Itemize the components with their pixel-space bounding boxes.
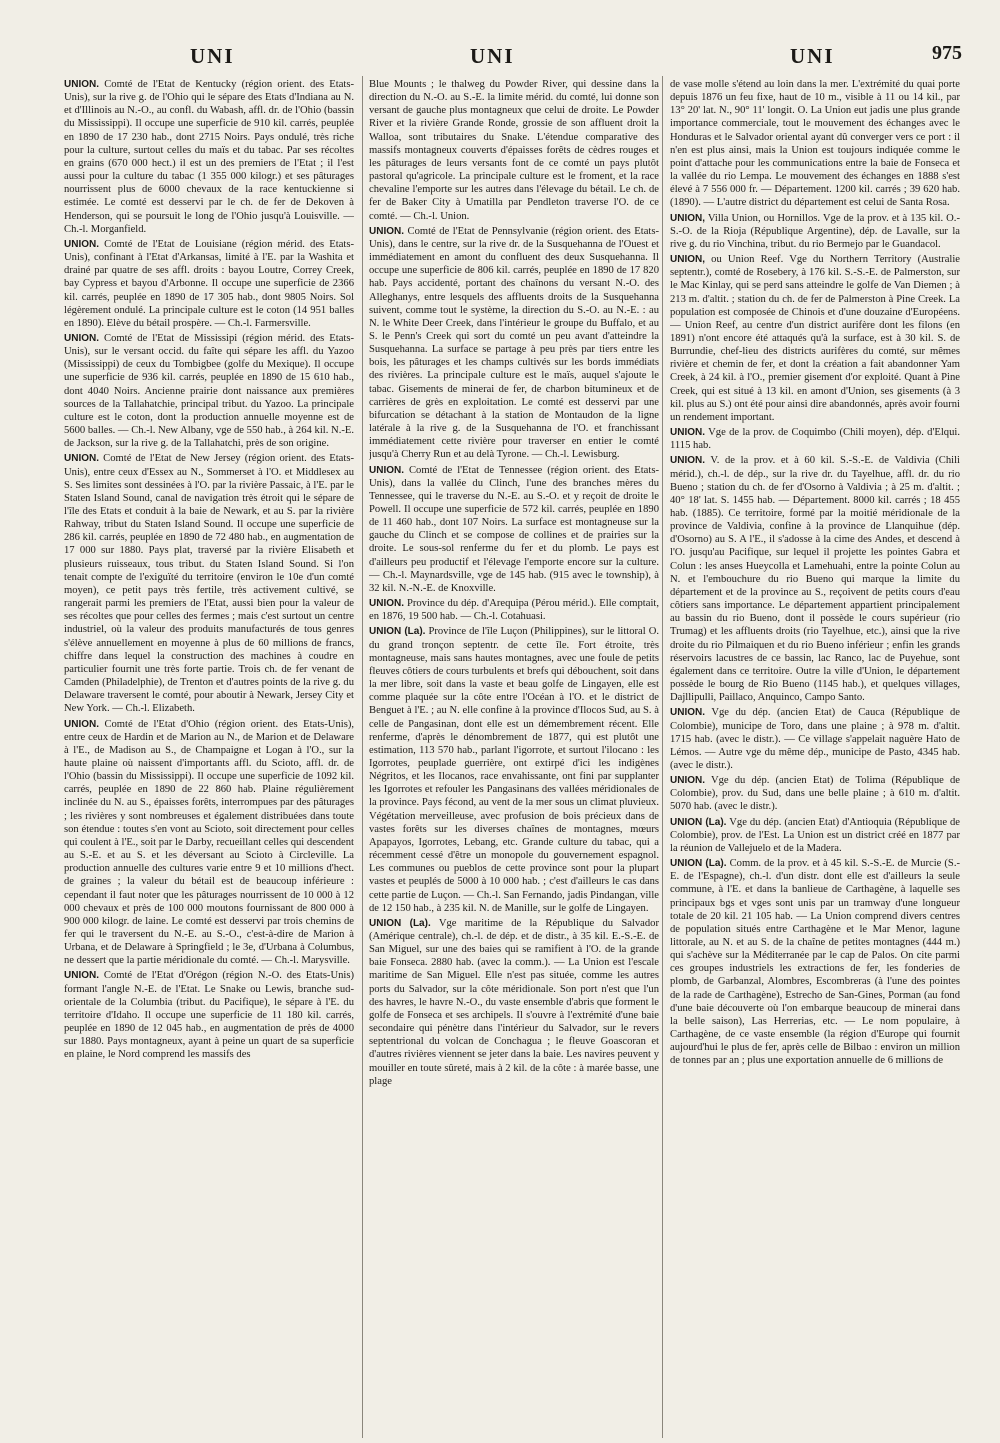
- dictionary-entry: [64, 718, 354, 968]
- text-column-3: [670, 78, 960, 1433]
- entry-headword: UNION.: [64, 238, 99, 250]
- dictionary-entry: [369, 625, 659, 914]
- entry-text: Villa Union, ou Hornillos. Vge de la prov. et à 135 kil. O.-S.-O. de la Rioja (République Argentine), dép. de Lavalle, sur la rive g. du rio Vinchina, tribut. du rio Bermejo par le Guandacol.: [670, 212, 960, 250]
- entry-headword: UNION (La).: [369, 917, 431, 929]
- entry-text: Comté de l'Etat de Louisiane (région mérid. des Etats-Unis), confinant à l'Etat d'Arkansas, limité à l'E. par la Washita et drainé par quatre de ses affl. droits : bayou Loutre, Correy Creek, bay Cypress et bayou d'Arbonne. Il occupe une superficie de 2366 kil. carrés, peuplée en 1890 de 17 305 hab., dont 9805 Noirs. Sol légèrement ondulé. La principale culture est le coton (14 951 balles en 1890). Elève du bétail prospère. — Ch.-l. Farmersville.: [64, 238, 354, 329]
- entry-continuation: Blue Mounts ; le thalweg du Powder River, qui dessine dans la direction du N.-O. au S.-E. la limite mérid. du comté, lui donne son versant de gauche plus montagneux que celui de droite. Le Powder River et la rivière Grande Ronde, grossie de son affluent droit la Walloa, sont tributaires du Snake. L'étendue comparative des massifs montagneux couverts d'épaisses forêts de cèdres rouges et les pâturages de leurs versants font de ce comté un pays plutôt pastoral qu'agricole. La principale culture est le froment, et la race chevaline l'emporte sur les autres dans l'élevage du bétail. Le ch. de fer de Baker City à Umatilla par Pendleton traverse l'O. de ce comté. — Ch.-l. Union.: [369, 79, 659, 222]
- entry-headword: UNION (La).: [670, 858, 727, 870]
- entry-headword: UNION.: [670, 707, 705, 719]
- dictionary-entry: [369, 917, 659, 1088]
- dictionary-entry: [64, 969, 354, 1061]
- entry-text: Comté de l'Etat d'Ohio (région orient. des Etats-Unis), entre ceux de Hardin et de Marion au N., de Marion et de Delaware à l'E., de Madison au S., de Champaigne et Logan à l'O., sur la haute plaine où naissent d'importants affl. du Scioto, affl. dr. de l'Ohio (bassin du Mississippi). Il occupe une superficie de 1092 kil. carrés, peuplée en 1890 de 22 860 hab. Plaine régulièrement inclinée du N. au S., épaisses forêts, interrompues par des pâturages ; les rivières y sont nombreuses et également distribuées dans toute son étendue : toutes s'en vont au Scioto, soit directement pour celles qui coulent à l'E., soit par le Darby, recueillant celles qui descendent au S.-E. et au S. et les déversant au Scioto à Circleville. La production annuelle des cultures varie entre 9 et 10 millions d'hect. de graines ; la valeur du bétail est de beaucoup inférieure : cependant il faut noter que les pâturages nourrissent de 10 000 à 12 000 chevaux et près de 100 000 moutons fournissant de 800 000 à 900 000 kilogr. de laine. Le comté est desservi par trois chemins de fer qui le traversent du N.-E. au S.-O., c'est-à-dire de Marion à Urbana, et de Delaware à Springfield ; le 3e, d'Urbana à Columbus, ne dessert que la partie méridionale du comté. — Ch.-l. Marysville.: [64, 718, 354, 967]
- text-column-1: [64, 78, 354, 1433]
- entry-headword: UNION.: [64, 332, 99, 344]
- dictionary-entry: [369, 464, 659, 596]
- text-column-2: [369, 78, 659, 1433]
- entry-headword: UNION.: [670, 427, 705, 439]
- running-head-right: UNI: [790, 44, 835, 68]
- entry-headword: UNION.: [64, 453, 99, 465]
- dictionary-entry: [369, 225, 659, 462]
- entry-text: Vge du dép. (ancien Etat) d'Antioquia (République de Colombie), prov. de l'Est. La Union est un district créé en 1877 par la réunion de Vallejuelo et de la Madera.: [670, 816, 960, 854]
- entry-headword: UNION,: [670, 212, 705, 224]
- entry-headword: UNION,: [670, 254, 705, 266]
- entry-text: V. de la prov. et à 60 kil. S.-S.-E. de Valdivia (Chili mérid.), ch.-l. de dép., sur la rive dr. du Tayelhue, affl. dr. du rio Bueno ; station du ch. de fer d'Osorno à Valdivia ; à 25 m. d'altit. ; 40° 18' lat. S. 1455 hab. — Département. 8000 kil. carrés ; 18 455 hab. (1885). Ce territoire, formé par la moitié méridionale de la province de Valdivia, confine à la province de Llanquihue (dép. d'Osorno) au S. A l'E., il s'adosse à la cime des Andes, et descend à l'O. jusqu'au Pacifique, sur lequel il projette les pointes Gabra et Colun : les anses Hueycolla et Lamehuahi, entre la pointe Colun au N. et l'embouchure du rio Bueno qui marque la limite du département et de la province au S., reçoivent de petits cours d'eau côtiers sans importance. Le département appartient principalement au bassin du rio Bueno, dont il possède le cours supérieur (rio Trumag) et les affluents droits (rio Tayelhue, etc.), ainsi que la rive droite du rio Pilmaiquen et du rio Bueno inférieur ; enfin les grands réservoirs lacustres de ce bassin, lac Ranco, lac de Puyehue, sont également dans ce territoire. Outre la ville d'Union, le département possède le bourg de Rio Bueno (1145 hab.), et quelques villages, Dajllipulli, Paillaco, Anquinco, Campo Santo.: [670, 455, 960, 704]
- page-number: 975: [932, 42, 962, 64]
- entry-text: Comté de l'Etat de Mississipi (région mérid. des Etats-Unis), sur le versant occid. du faîte qui sépare les affl. du Yazoo (Mississippi) de ceux du Tombigbee (golfe du Mexique). Il occupe une superficie de 936 kil. carrés, peuplée en 1890 de 15 610 hab., dont 4040 Noirs. Ancienne prairie dont naissance aux premières sources de la Tallahatchie, principal tribut. du Yazoo. La principale culture est le coton, dont la production annuelle moyenne est de 5600 balles. — Ch.-l. New Albany, vge de 550 hab., à 264 kil. N.-E. de Jackson, sur la rive g. de la Tallahatchi, près de son origine.: [64, 332, 354, 450]
- entry-text: Vge maritime de la République du Salvador (Amérique centrale), ch.-l. de dép. et de distr., à 35 kil. E.-S.-E. de San Miguel, sur une des baies qui se ramifient à l'O. de la grande baie Fonseca. 2880 hab. (avec la comm.). — La Union est l'escale maritime de San Miguel. Elle n'est pas située, comme les autres ports du Salvador, sur la côte méridionale. Son port n'est que l'un des havres, le havre N.-O., du vaste ensemble d'abris que forment le golfe de Fonseca et ses archipels. Il s'ouvre à l'extrémité d'une baie secondaire qui pénètre dans l'intérieur du Salvador, sur le revers septentrional du volcan de Conchagua ; le fleuve Goascoran et d'autres rivières viennent se jeter dans la baie. Les navires peuvent y mouiller en toute sûreté, mais à 2 kil. de la côte : à marée basse, une plage: [369, 917, 659, 1087]
- dictionary-entry: [670, 857, 960, 1068]
- dictionary-entry: [64, 78, 354, 236]
- entry-headword: UNION (La).: [670, 816, 727, 828]
- entry-text: Comté de l'Etat d'Orégon (région N.-O. des Etats-Unis) formant l'angle N.-E. de l'Etat. Le Snake ou Lewis, branche sud-orientale de la Columbia (tribut. du Pacifique), le sépare à l'E. du territoire d'Idaho. Il occupe une superficie de 11 180 kil. carrés, peuplée en 1890 de 12 045 hab., en augmentation de près de 4000 sur 1880. Pays montagneux, ayant à peine un quart de sa superficie en plaine, le Nord comprend les massifs des: [64, 970, 354, 1061]
- entry-headword: UNION.: [64, 79, 99, 90]
- entry-text: Comté de l'Etat de Tennessee (région orient. des Etats-Unis), dans la vallée du Clinch, l'une des branches mères du Tennessee, qui le traverse du N.-E. au S.-O. et y reçoit de droite le Powell. Il occupe une superficie de 572 kil. carrés, peuplée en 1890 de 11 460 hab., dont 107 Noirs. La surface est montagneuse sur la gauche du Clinch et se compose de collines et de prairies sur la droite. Le sous-sol renferme du fer et du plomb. Le pays est d'ailleurs peu productif et l'élevage l'emporte encore sur la culture. — Ch.-l. Maynardsville, vge de 145 hab. (915 avec le township), à 32 kil. N.-N.-E. de Knoxville.: [369, 464, 659, 594]
- column-divider: [362, 76, 363, 1438]
- entry-headword: UNION.: [369, 598, 404, 610]
- dictionary-entry: [670, 253, 960, 424]
- running-head-center: UNI: [470, 44, 515, 68]
- dictionary-entry: [64, 452, 354, 715]
- dictionary-entry: [670, 816, 960, 855]
- running-head-left: UNI: [190, 44, 235, 68]
- dictionary-entry: [670, 426, 960, 452]
- entry-headword: UNION.: [369, 225, 404, 237]
- entry-text: Comm. de la prov. et à 45 kil. S.-S.-E. de Murcie (S.-E. de l'Espagne), ch.-l. d'un distr. dont elle est d'ailleurs la seule commune, à l'E. et dans la banlieue de Carthagène, à laquelle ses principaux bgs et vges sont unis par un tramway d'une longueur totale de 20 kil. 21 105 hab. — La Union comprend divers centres de population situés entre Carthagène et le Mar Menor, lagune littorale, au N. et au S. de la chaîne de petites montagnes (444 m.) qui s'achève sur la Méditerranée par le cap de Palos. On cite parmi ces groupes industriels les extractions de fer, les fonderies de plomb, de Garbanzal, Alombres, Escombreras (à l'une des pointes de la rade de Carthagène), Estrecho de San-Gines, Porman (au fond d'une baie découverte où l'on embarque beaucoup de minerai dans la belle saison), Las Herrerias, etc. — Le nom populaire, à Carthagène, de ce vaste ensemble (la région d'Europe qui fournit aujourd'hui le plus de fer, après celle de Bilbao : environ un million de tonnes par an ; plus une exportation annuelle de 6 millions de: [670, 858, 960, 1067]
- dictionary-entry: [670, 212, 960, 251]
- dictionary-entry: [670, 706, 960, 772]
- dictionary-entry: [64, 238, 354, 330]
- entry-headword: UNION.: [64, 718, 99, 730]
- entry-headword: UNION.: [670, 455, 705, 467]
- entry-text: Vge du dép. (ancien Etat) de Cauca (République de Colombie), municipe de Toro, dans une plaine ; à 978 m. d'altit. 1715 hab. (avec le distr.). — Ce village s'appelait naguère Hato de Lémos. — Autre vge du même dép., municipe de Pasto, 4345 hab. (avec le distr.).: [670, 707, 960, 771]
- entry-text: Province de l'île Luçon (Philippines), sur le littoral O. du grand tronçon septentr. de cette île. Fort étroite, très montagneuse, mais sans hautes montagnes, avec une foule de petits fleuves côtiers de cours turbulents et brefs qui débouchent, soit dans la mer libre, soit dans la vaste et beau golfe de Lingayen, elle est comme plaquée sur la côte entre l'Océan à l'O. et le district de Benguet à l'E. ; au N. elle confine à la province d'Ilocos Sud, au S. à celle de Pangasinan, dont elle est un démembrement récent. Elle renferme, d'après le dénombrement de 1877, qui est plutôt une estimation, 113 570 hab., parlant l'igorrote, et surtout l'ilocano : les Igorrotes, peuplade guerrière, ont extirpé d'ici les indigènes Négritos, et les Ilocanos, race envahissante, ont fini par supplanter les Igorrotes et refouler les Pangasinans des vallées méridionales de la province. Pays fécond, au vent de la mer sous un climat pluvieux. Végétation merveilleuse, avec profusion de bois précieux dans de vastes forêts sur les diverses chaînes de montagnes, mœurs Apapayos, Igorrotes, Lebang, etc. Grande culture du tabac, qui a récemment cessé d'être un monopole du gouvernement espagnol. Les communes ou pueblos de cette province sont pour la plupart vastes et peuplés de 5000 à 10 000 hab. ; c'est d'ailleurs le cas dans cette partie de Luçon. — Ch.-l. San Fernando, jadis Pindangan, ville de 12 150 hab., à 235 kil. N. de Manille, sur le golfe de Lingayen.: [369, 626, 659, 914]
- dictionary-entry: [670, 774, 960, 813]
- entry-text: Vge du dép. (ancien Etat) de Tolima (République de Colombie), prov. du Sud, dans une belle plaine ; à 610 m. d'altit. 5070 hab. (avec le distr.).: [670, 775, 960, 813]
- dictionary-entry: [670, 454, 960, 704]
- entry-text: Comté de l'Etat de New Jersey (région orient. des Etats-Unis), entre ceux d'Essex au N., Sommerset à l'O. et Middlesex au S. Ses limites sont dessinées à l'O. par la rivière Passaic, à l'E. par le Staten Island Sound, canal de navigation très étroit qui le sépare de l'île des Etats et conduit à la baie de Newark, et au S. par la rivière Rahway, tribut du Staten Island Sound. Il occupe une superficie de 286 kil. carrés, peuplée en 1890 de 72 480 hab., en augmentation de 17 000 sur 1880. Pays plat, traversé par la rivière Elisabeth et plusieurs ruisseaux, tous tribut. du Staten Island Sound. Si l'on tenait compte de l'exiguïté du territoire (environ le 10e d'un comté moyen), ce petit pays très fertile, très activement cultivé, se rangerait parmi les premiers de l'Etat, aussi bien pour la valeur de ses récoltes que pour celles des fermes ; mais c'est surtout un centre industriel, où la valeur des produits manufacturés de tous genres s'élève annuellement en moyenne à plus de 60 millions de francs, chiffre dans lequel la construction des machines à coudre en particulier fournit une très forte partie. Trois ch. de fer venant de Camden (Philadelphie), de Trenton et d'autres points de la rive g. du Delaware traversent le comté, pour aboutir à Newark, Jersey City et New York. — Ch.-l. Elizabeth.: [64, 453, 354, 715]
- entry-text: Comté de l'Etat de Kentucky (région orient. des Etats-Unis), sur la rive g. de l'Ohio qui le sépare des Etats d'Indiana au N. et d'Illinois au N.-O., au confl. du Wabash, affl. dr. de l'Ohio (bassin du Mississippi). Il occupe une superficie de 910 kil. carrés, peuplée en 1890 de 17 230 hab., dont 2715 Noirs. Pays ondulé, très riche pour la culture, surtout celles du maïs et du tabac. Par ses récoltes en grains (670 000 hect.) il est un des premiers de l'Etat ; il l'est aussi pour la culture du tabac (1 355 000 kilogr.) et ses pâturages nourrissent plus de 6000 chevaux de la race kentuckienne si estimée. Le comté est desservi par le ch. de fer de Dekoven à Henderson, qui se poursuit le long de l'Ohio jusqu'à Louisville. — Ch.-l. Morganfield.: [64, 79, 354, 235]
- entry-text: Province du dép. d'Arequipa (Pérou mérid.). Elle comptait, en 1876, 19 500 hab. — Ch.-l. Cotahuasi.: [369, 598, 659, 623]
- entry-text: Vge de la prov. de Coquimbo (Chili moyen), dép. d'Elqui. 1115 hab.: [670, 427, 960, 452]
- entry-text: ou Union Reef. Vge du Northern Territory (Australie septentr.), comté de Rosebery, à 176 kil. S.-S.-E. de Palmerston, sur le Mac Kinlay, qui se perd sans atteindre le golfe de Van Diemen ; à 213 m. d'altit. ; station du ch. de fer de Palmerston à Pine Creek. La population est composée de Chinois et d'une douzaine d'Européens. — Union Reef, au centre d'un district aurifère dont les filons (en 1891) n'ont encore été attaqués qu'à la surface, est à 30 kil. S. de Burrundie, chef-lieu des districts aurifères du comté, sur mêmes rivière et chemin de fer, et dont la création a fait abandonner Yam Creek, à 24 kil. à l'O., premier gisement d'or exploité. Quant à Pine Creek, qui est situé à 13 kil. en amont d'Union, ses gisements (à 3 kil. plus au S.) ont été pour ainsi dire abandonnés, après avoir fourni un rendement important.: [670, 254, 960, 423]
- entry-headword: UNION.: [64, 970, 99, 982]
- dictionary-entry: [369, 597, 659, 623]
- entry-headword: UNION.: [369, 464, 404, 476]
- entry-text: Comté de l'Etat de Pennsylvanie (région orient. des Etats-Unis), dans le centre, sur la rive dr. de la Susquehanna de l'Ouest et immédiatement en amont du confluent des deux Susquehanna. Il occupe une superficie de 806 kil. carrés, peuplée en 1890 de 17 820 hab. Pays accidenté, portant des chaînons du versant N.-O. des Alleghanys, entre lesquels des affluents droits de la Susquehanna suivent, comme tout le système, la direction du S.-O. au N.-E. : au N. le White Deer Creek, dans l'intérieur le groupe du Buffalo, et au S. le Penn's Creek qui sort du comté un peu avant d'atteindre la Susquehanna. La surface se partage à peu près par tiers entre les bois, les pâturages et les champs cultivés sur les bords immédiats des rivières. La principale culture est le maïs, auquel s'ajoute le tabac. Gisements de minerai de fer, de charbon bitumineux et de carrières de grès en exploitation. Le comté est desservi par une bifurcation se détachant à la station de Montaudon de la ligne latérale à la rive g. de la Susquehanna de l'O. et franchissant immédiatement cette rivière pour traverser en entier le comté jusqu'à Cherry Run et au delà Tyrone. — Ch.-l. Lewisburg.: [369, 225, 659, 461]
- dictionary-entry: [64, 332, 354, 450]
- entry-headword: UNION (La).: [369, 626, 426, 638]
- entry-continuation: de vase molle s'étend au loin dans la mer. L'extrémité du quai porte depuis 1876 un feu fixe, haut de 10 m., visible à 11 ou 14 kil., par 13° 20' lat. N., 90° 11' longit. O. La Union eut jadis une plus grande importance commerciale, tout le mouvement des échanges avec le Honduras et le Salvador oriental ayant dû converger vers ce port : il n'en est plus ainsi, mais la Union est toujours indiquée comme le point d'attache pour les communications entre la baie de Fonseca et la vallée du rio Lempa. Le mouvement des échanges en 1888 s'est élevé à 7 556 000 fr. — Département. 1200 kil. carrés ; 39 620 hab. (1890). — L'autre district du département est celui de Santa Rosa.: [670, 79, 960, 209]
- column-divider: [662, 76, 663, 1438]
- entry-headword: UNION.: [670, 775, 705, 787]
